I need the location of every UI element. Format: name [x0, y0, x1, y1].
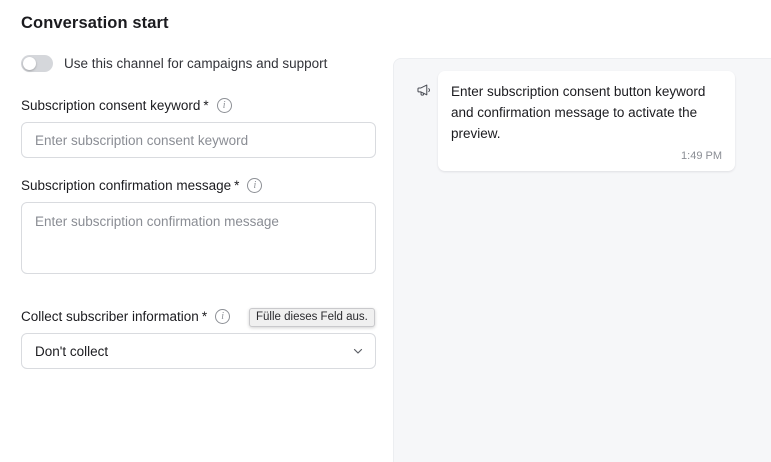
preview-message-row	[408, 71, 757, 171]
preview-panel	[393, 58, 771, 462]
info-icon[interactable]: i	[215, 309, 230, 324]
info-icon[interactable]: i	[217, 98, 232, 113]
validation-tooltip: Fülle dieses Feld aus.	[249, 308, 375, 327]
collect-label: Collect subscriber information	[21, 309, 199, 324]
subscription-confirmation-message-textarea[interactable]	[21, 202, 376, 274]
field-subscription-confirmation-message	[21, 178, 373, 279]
collect-required-marker: *	[201, 309, 208, 324]
campaign-support-toggle-row	[21, 55, 373, 72]
confirmation-required-marker: *	[234, 178, 240, 193]
field-subscription-consent-keyword	[21, 98, 373, 158]
keyword-required-marker: *	[203, 98, 209, 113]
keyword-label: Subscription consent keyword	[21, 98, 201, 113]
subscription-consent-keyword-input[interactable]	[21, 122, 376, 158]
preview-message-bubble	[438, 71, 735, 171]
confirmation-label-row	[21, 178, 373, 193]
toggle-knob	[23, 57, 36, 70]
confirmation-label: Subscription confirmation message	[21, 178, 232, 193]
collect-select-wrap	[21, 333, 376, 369]
keyword-label-row	[21, 98, 373, 113]
megaphone-icon	[408, 71, 438, 98]
collect-subscriber-information-select[interactable]	[21, 333, 376, 369]
campaign-support-toggle[interactable]	[21, 55, 53, 72]
page-title: Conversation start	[21, 14, 169, 32]
preview-message-text: Enter subscription consent button keyword and confirmation message to activate the preview.	[451, 84, 706, 141]
preview-message-time: 1:49 PM	[681, 149, 722, 162]
info-icon[interactable]: i	[247, 178, 262, 193]
campaign-support-toggle-label: Use this channel for campaigns and support	[64, 56, 328, 71]
